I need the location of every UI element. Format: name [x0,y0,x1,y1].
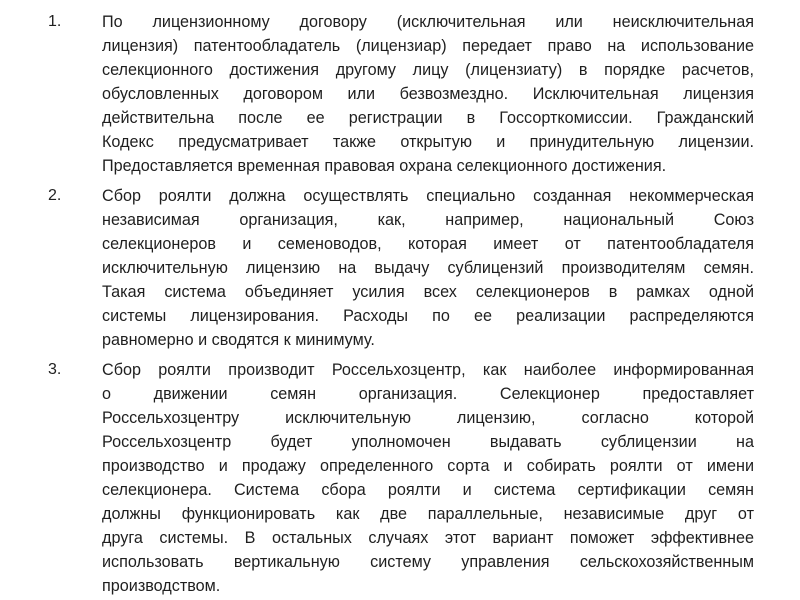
text-line: лицензия) патентообладатель (лицензиар) передает право на использование [102,37,754,55]
text-line: Кодекс предусматривает также открытую и принудительную лицензии. [102,133,754,151]
text-line: селекционеров и семеноводов, которая имеет от патентообладателя [102,235,754,253]
text-line: Сбор роялти производит Россельхозцентр, как наиболее информированная [102,361,754,379]
text-line: действительна после ее регистрации в Госсорткомиссии. Гражданский [102,109,754,127]
item-number: 1. [48,13,62,30]
text-line: Сбор роялти должна осуществлять специально созданная некоммерческая [102,187,754,205]
list-item [48,10,754,178]
text-line: должны функционировать как две параллельные, независимые друг от [102,505,754,523]
text-line: По лицензионному договору (исключительная или неисключительная [102,13,754,31]
text-line: равномерно и сводятся к минимуму. [102,331,375,349]
text-line: исключительную лицензию на выдачу сублицензий производителям семян. [102,259,754,277]
text-line: Россельхозцентр будет уполномочен выдавать сублицензии на [102,433,754,451]
item-number: 3. [48,361,62,378]
numbered-list [48,10,754,598]
text-line: селекционера. Система сбора роялти и система сертификации семян [102,481,754,499]
text-line: Такая система объединяет усилия всех селекционеров в рамках одной [102,283,754,301]
text-line: системы лицензирования. Расходы по ее реализации распределяются [102,307,754,325]
text-line: обусловленных договором или безвозмездно. Исключительная лицензия [102,85,754,103]
list-item [48,184,754,352]
text-line: производство и продажу определенного сорта и собирать роялти от имени [102,457,754,475]
text-line: друга системы. В остальных случаях этот вариант поможет эффективнее [102,529,754,547]
item-number: 2. [48,187,62,204]
text-line: селекционного достижения другому лицу (лицензиату) в порядке расчетов, [102,61,754,79]
text-line: независимая организация, как, например, национальный Союз [102,211,754,229]
text-line: производством. [102,577,221,595]
text-line: Предоставляется временная правовая охрана селекционного достижения. [102,157,667,175]
text-line: о движении семян организация. Селекционер предоставляет [102,385,754,403]
list-item [48,358,754,598]
text-line: Россельхозцентру исключительную лицензию, согласно которой [102,409,754,427]
text-line: использовать вертикальную систему управления сельскохозяйственным [102,553,754,571]
